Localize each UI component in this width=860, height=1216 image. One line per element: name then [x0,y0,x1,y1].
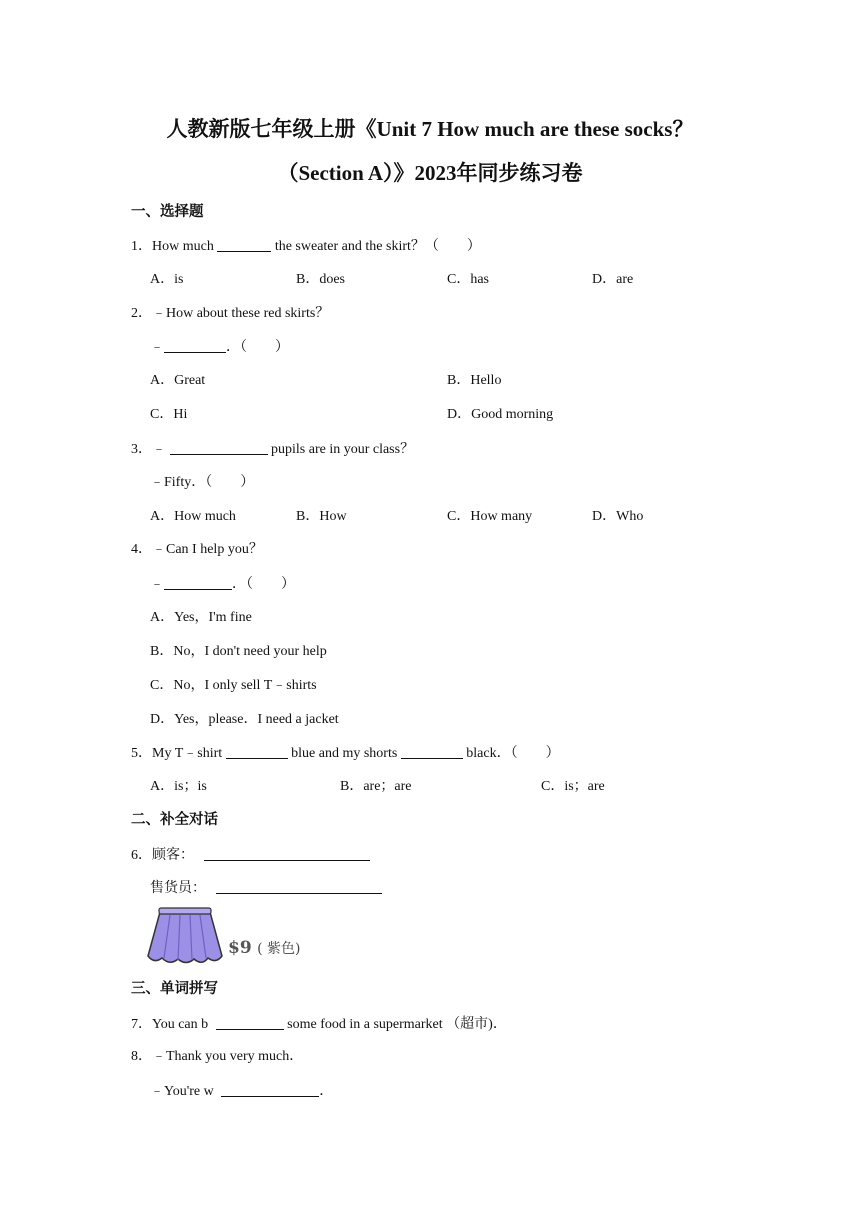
q5-text-mid: blue and my shorts [291,746,398,761]
question-5 [131,744,560,763]
q5-blank-1 [226,744,288,759]
purple-skirt-image [146,906,224,966]
q5-text-post: black．（ ） [466,746,560,761]
q2-answer-line [150,338,289,357]
question-2: 2．﹣How about these red skirts？ [131,306,330,321]
q2-text-post: ．（ ） [226,340,289,355]
q4-option-d[interactable]: D．Yes，please．I need a jacket [150,712,339,727]
q5-option-b[interactable]: B．are；are [340,779,412,794]
skirt-color-note: ( 紫色) [257,941,301,957]
q2-option-c[interactable]: C．Hi [150,407,188,422]
q8-text-post: ． [319,1084,334,1099]
q4-dash: ﹣ [150,577,164,592]
question-4: 4．﹣Can I help you？ [131,542,263,557]
question-6-customer [131,846,370,865]
q3-option-a[interactable]: A．How much [150,509,236,524]
q8-blank[interactable] [221,1082,319,1097]
q6-customer-label: 6．顾客： [131,848,194,863]
q5-blank-2 [401,744,463,759]
q2-dash: ﹣ [150,340,164,355]
q3-text-post: pupils are in your class？ [271,442,415,457]
question-3 [131,440,414,459]
q2-blank [164,338,226,353]
q4-answer-line [150,575,295,594]
q6-seller-label: 售货员： [150,881,206,896]
q7-blank[interactable] [216,1015,284,1030]
page-title-line2: （Section A）》2023年同步练习卷 [277,161,583,185]
q5-option-a[interactable]: A．is；is [150,779,207,794]
q3-option-b[interactable]: B．How [296,509,347,524]
section-heading-dialogue: 二、补全对话 [131,812,218,828]
q3-text-pre: 3．﹣ [131,442,166,457]
question-7 [131,1015,507,1034]
q1-option-a[interactable]: A．is [150,272,184,287]
skirt-price: $9 [228,938,252,958]
q1-option-b[interactable]: B．does [296,272,345,287]
q3-answer-line: ﹣Fifty．（ ） [150,475,255,490]
q4-text-post: ．（ ） [232,577,295,592]
q8-answer-line [150,1082,333,1101]
question-8: 8．﹣Thank you very much． [131,1049,304,1064]
q4-option-c[interactable]: C．No，I only sell T﹣shirts [150,678,317,693]
skirt-price-label [228,938,300,958]
q4-option-a[interactable]: A．Yes，I'm fine [150,610,252,625]
q4-blank [164,575,232,590]
q1-text-pre: 1．How much [131,239,214,254]
q6-seller-blank[interactable] [216,879,382,894]
q1-text-post: the sweater and the skirt？（ ） [274,239,481,254]
q8-text-pre: ﹣You're w [150,1084,214,1099]
q2-option-d[interactable]: D．Good morning [447,407,554,422]
q3-option-c[interactable]: C．How many [447,509,533,524]
section-heading-spelling: 三、单词拼写 [131,981,218,997]
question-6-seller [150,879,382,898]
q2-option-b[interactable]: B．Hello [447,373,502,388]
q6-customer-blank[interactable] [204,846,370,861]
section-heading-choice: 一、选择题 [131,204,204,220]
q4-option-b[interactable]: B．No，I don't need your help [150,644,327,659]
q5-text-pre: 5．My T﹣shirt [131,746,223,761]
q7-text-post: some food in a supermarket （超市)． [287,1017,507,1032]
q2-option-a[interactable]: A．Great [150,373,206,388]
q7-text-pre: 7．You can b [131,1017,209,1032]
q3-option-d[interactable]: D．Who [592,509,644,524]
question-1 [131,237,481,256]
q1-blank [217,237,271,252]
q1-option-d[interactable]: D．are [592,272,634,287]
page-title-line1: 人教新版七年级上册《Unit 7 How much are these socks？ [166,117,694,141]
q5-option-c[interactable]: C．is；are [541,779,605,794]
q1-option-c[interactable]: C．has [447,272,489,287]
q3-blank [170,440,268,455]
